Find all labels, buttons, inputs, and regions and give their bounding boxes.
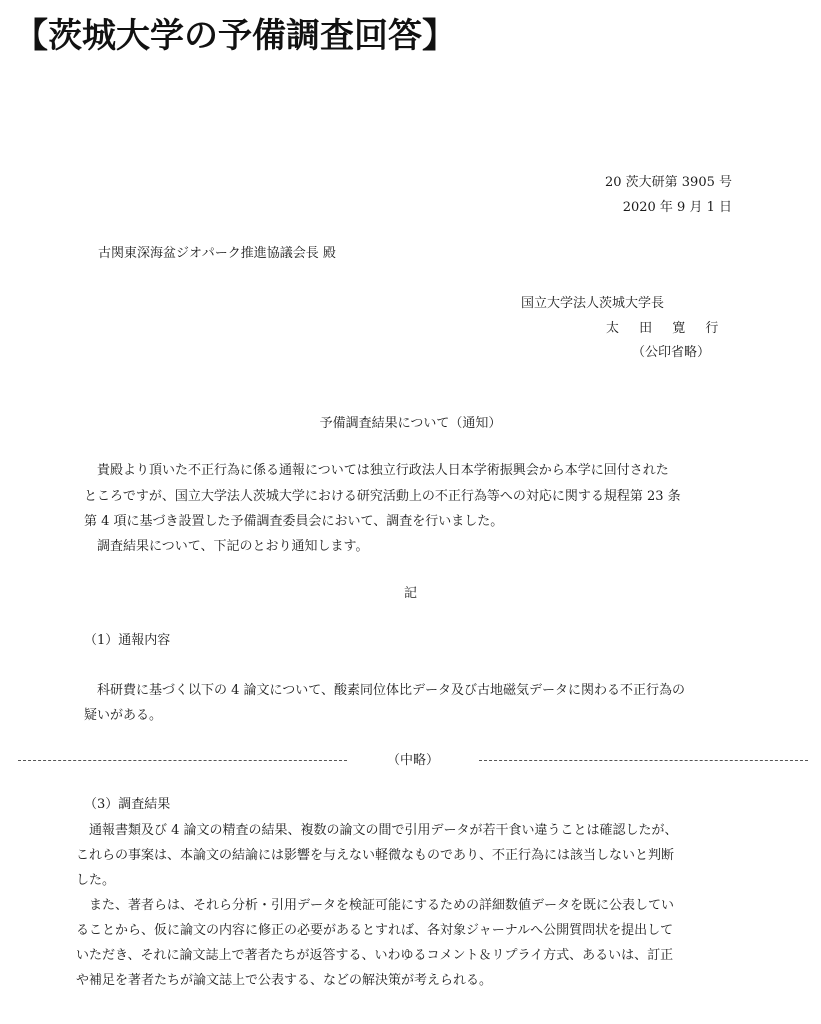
issue-date: 2020 年 9 月 1 日: [622, 200, 732, 215]
document-subject: 予備調査結果について（通知）: [319, 416, 502, 431]
recipient: 古関東深海盆ジオパーク推進協議会長 殿: [98, 246, 336, 261]
omission-divider: [18, 750, 808, 770]
sender-name: 太 田 寛 行: [606, 321, 727, 336]
sender-organization: 国立大学法人茨城大学長: [521, 296, 665, 311]
sender-seal-note: （公印省略）: [632, 345, 711, 360]
section-line: 疑いがある。: [84, 708, 163, 723]
section-line: また、著者らは、それら分析・引用データを検証可能にするための詳細数値データを既に公表してい: [76, 898, 675, 913]
section-line: 科研費に基づく以下の 4 論文について、酸素同位体比データ及び古地磁気データに関わる不正行為の: [84, 683, 686, 698]
section-line: ることから、仮に論文の内容に修正の必要があるとすれば、各対象ジャーナルへ公開質問状を提出して: [76, 923, 674, 938]
section-line: した。: [76, 873, 116, 888]
section-line: これらの事案は、本論文の結論には影響を与えない軽微なものであり、不正行為には該当しないと判断: [76, 848, 675, 863]
ki-mark: 記: [403, 586, 417, 601]
reference-number: 20 茨大研第 3905 号: [604, 175, 732, 190]
section-heading: （1）通報内容: [84, 633, 171, 648]
intro-line: 貴殿より頂いた不正行為に係る通報については独立行政法人日本学術振興会から本学に回付された: [84, 463, 669, 478]
section-heading: （3）調査結果: [84, 797, 171, 812]
page-title: 【茨城大学の予備調査回答】: [14, 16, 456, 56]
dashed-line: [479, 760, 808, 761]
dashed-line: [18, 760, 347, 761]
omission-label: （中略）: [387, 752, 440, 768]
intro-line: 第 4 項に基づき設置した予備調査委員会において、調査を行いました。: [84, 514, 504, 529]
intro-line: 調査結果について、下記のとおり通知します。: [84, 539, 369, 554]
intro-line: ところですが、国立大学法人茨城大学における研究活動上の不正行為等への対応に関する規程第 23 条: [84, 489, 681, 504]
section-line: や補足を著者たちが論文誌上で公表する、などの解決策が考えられる。: [76, 973, 493, 988]
section-line: 通報書類及び 4 論文の精査の結果、複数の論文の間で引用データが若干食い違うことは確認したが、: [76, 823, 678, 838]
section-line: いただき、それに論文誌上で著者たちが返答する、いわゆるコメント＆リプライ方式、あるいは、訂正: [76, 948, 674, 963]
